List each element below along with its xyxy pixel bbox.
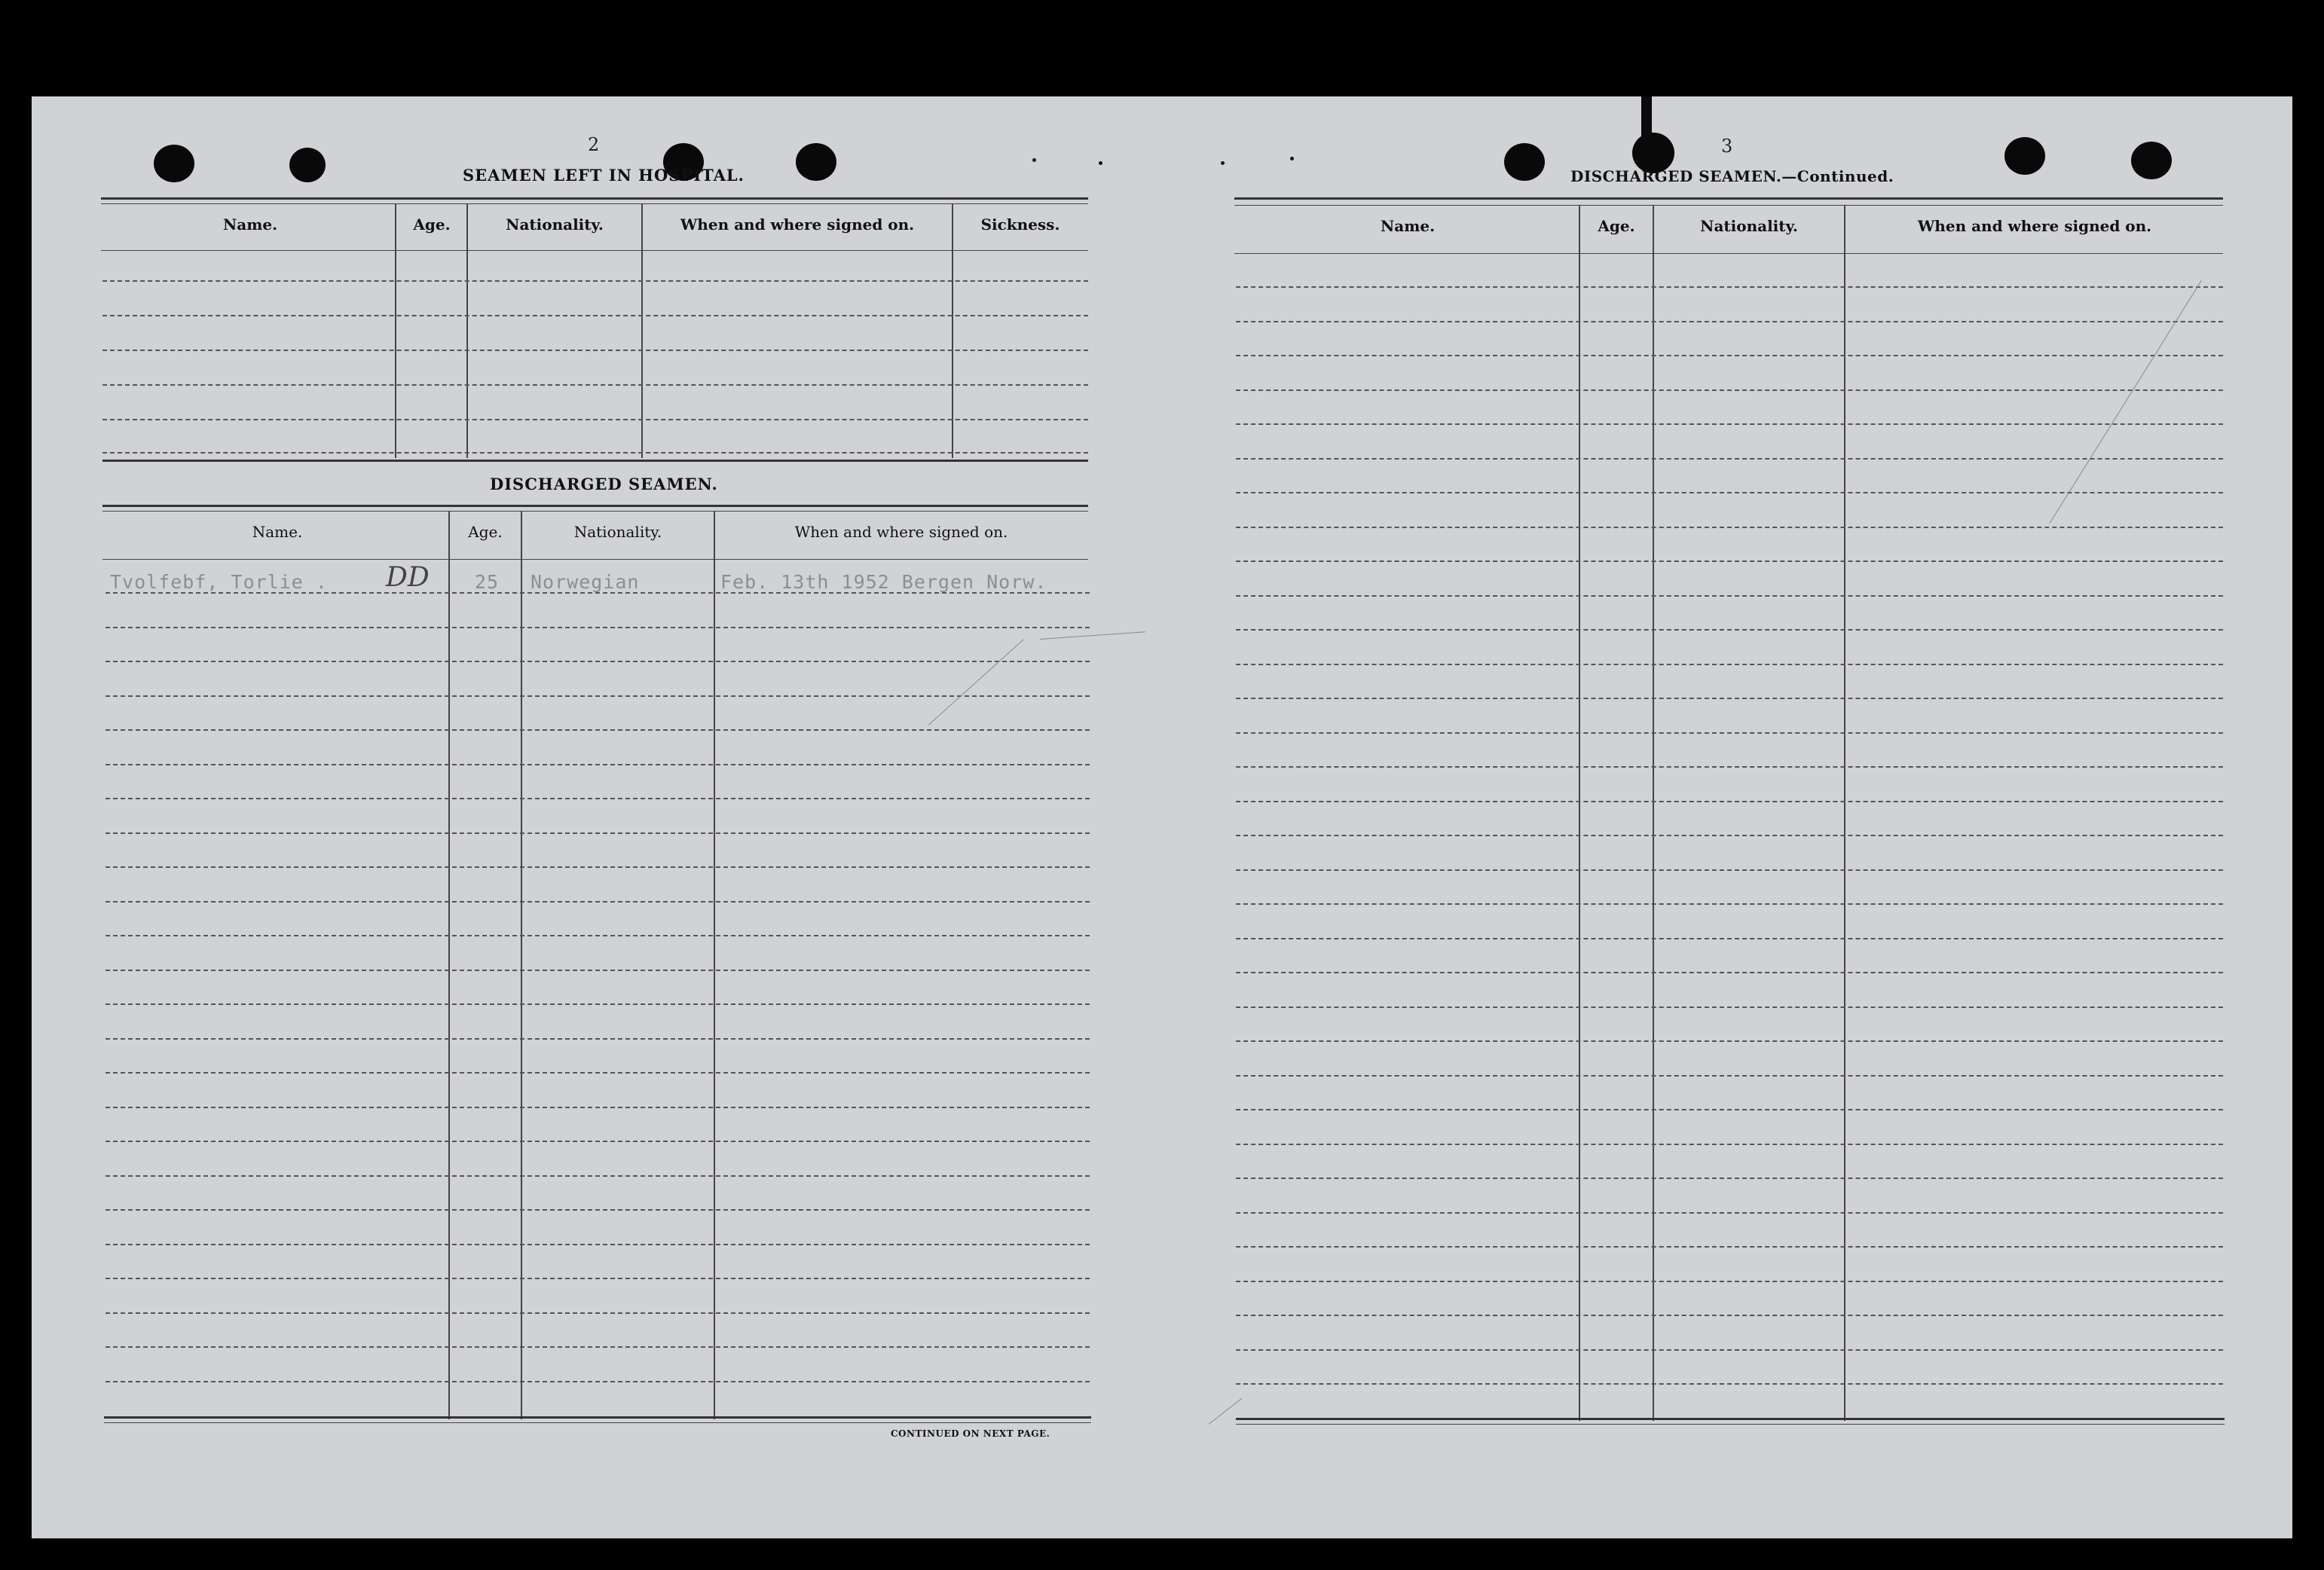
entry-line	[102, 384, 1088, 386]
entry-line	[1236, 1075, 2223, 1077]
entry-line	[1236, 1178, 2223, 1179]
right-header-age: Age.	[1598, 217, 1635, 235]
entry-line	[1236, 732, 2223, 734]
hospital-header-sickness: Sickness.	[980, 215, 1060, 234]
entry-line	[105, 1141, 1090, 1142]
column-divider	[448, 511, 450, 1419]
entry-line	[102, 452, 1088, 454]
entry-line	[105, 798, 1090, 799]
entry-line	[105, 1072, 1090, 1074]
speck	[1032, 158, 1036, 162]
entry-line	[105, 764, 1090, 765]
entry-line	[1236, 664, 2223, 665]
rule	[104, 1422, 1091, 1423]
entry-line	[105, 832, 1090, 834]
entry-line	[1236, 560, 2223, 562]
entry-line	[1236, 801, 2223, 802]
column-divider	[1653, 205, 1654, 1421]
entry-line	[1236, 938, 2223, 939]
entry-line	[105, 1003, 1090, 1005]
hospital-header-nationality: Nationality.	[506, 215, 604, 234]
entry-line	[105, 1381, 1090, 1382]
entry-line	[105, 970, 1090, 971]
punch-hole	[289, 148, 326, 182]
hospital-header-signed-on: When and where signed on.	[680, 215, 915, 234]
entry-line	[1236, 1040, 2223, 1042]
discharged-section-title: DISCHARGED SEAMEN.	[490, 475, 718, 493]
column-divider	[714, 511, 715, 1419]
entry-line	[1236, 527, 2223, 528]
discharged-header-age: Age.	[468, 523, 503, 541]
rule	[101, 203, 1088, 204]
entry-line	[105, 592, 1090, 594]
entry-line	[102, 350, 1088, 351]
entry-line	[105, 1346, 1090, 1348]
entry-line	[105, 1278, 1090, 1279]
rule	[1234, 253, 2223, 254]
rule	[104, 1416, 1091, 1419]
hospital-header-name: Name.	[222, 215, 278, 234]
punch-hole	[154, 145, 194, 182]
column-divider	[1844, 205, 1845, 1421]
entry-line	[1236, 423, 2223, 425]
page-number-right: 3	[1721, 136, 1733, 157]
rule	[102, 511, 1088, 512]
entry-line	[1236, 1383, 2223, 1385]
entry-line	[105, 627, 1090, 628]
entry-line	[1236, 972, 2223, 973]
entry-line	[102, 315, 1088, 316]
entry-line	[1236, 629, 2223, 631]
entry-line	[1236, 1144, 2223, 1145]
hospital-section-title: SEAMEN LEFT IN HOSPITAL.	[463, 166, 745, 185]
continued-footer: CONTINUED ON NEXT PAGE.	[891, 1428, 1050, 1439]
entry-age: 25	[475, 571, 500, 593]
entry-line	[1236, 869, 2223, 871]
punch-hole	[1504, 143, 1545, 181]
entry-line	[1236, 903, 2223, 905]
right-header-name: Name.	[1380, 217, 1436, 235]
entry-line	[105, 1209, 1090, 1211]
entry-line	[102, 280, 1088, 282]
entry-line	[1236, 595, 2223, 597]
right-header-nationality: Nationality.	[1700, 217, 1798, 235]
entry-initials: DD	[386, 562, 430, 593]
entry-line	[1236, 1006, 2223, 1008]
column-divider	[1579, 205, 1580, 1421]
entry-line	[105, 729, 1090, 731]
entry-line	[105, 901, 1090, 903]
binding-mark	[1641, 96, 1652, 142]
speck	[1099, 161, 1102, 165]
entry-line	[105, 866, 1090, 868]
discharged-header-nationality: Nationality.	[573, 523, 662, 541]
entry-line	[105, 695, 1090, 697]
speck	[1221, 161, 1225, 165]
rule	[102, 559, 1088, 560]
entry-line	[1236, 321, 2223, 322]
entry-line	[1236, 492, 2223, 493]
entry-line	[105, 1244, 1090, 1245]
right-header-signed-on: When and where signed on.	[1917, 217, 2152, 235]
rule	[1234, 205, 2223, 206]
entry-line	[1236, 1212, 2223, 1214]
discharged-header-name: Name.	[252, 523, 303, 541]
entry-line	[1236, 1281, 2223, 1282]
entry-line	[105, 1312, 1090, 1314]
entry-line	[1236, 355, 2223, 356]
right-page-title: DISCHARGED SEAMEN.—Continued.	[1570, 167, 1894, 185]
rule	[101, 250, 1088, 251]
discharged-header-signed-on: When and where signed on.	[794, 523, 1008, 541]
hospital-header-age: Age.	[413, 215, 451, 234]
entry-line	[105, 661, 1090, 662]
entry-line	[105, 1038, 1090, 1040]
speck	[1290, 157, 1294, 160]
entry-signed-on: Feb. 13th 1952 Bergen Norw.	[720, 571, 1047, 593]
punch-hole	[2004, 137, 2045, 175]
page-number-left: 2	[588, 134, 600, 155]
punch-hole	[2131, 142, 2172, 179]
entry-line	[1236, 835, 2223, 836]
rule	[1236, 1418, 2225, 1420]
entry-line	[1236, 766, 2223, 768]
rule	[1234, 197, 2223, 200]
entry-line	[105, 1175, 1090, 1177]
rule	[101, 197, 1088, 200]
column-divider	[521, 511, 522, 1419]
entry-nationality: Norwegian	[531, 571, 640, 593]
entry-line	[1236, 1349, 2223, 1351]
entry-line	[1236, 1315, 2223, 1316]
entry-name: Tvolfebf, Torlie .	[110, 571, 328, 593]
entry-line	[1236, 698, 2223, 699]
entry-line	[1236, 458, 2223, 460]
entry-line	[105, 1107, 1090, 1108]
entry-line	[1236, 389, 2223, 391]
document-sheet	[32, 96, 2292, 1538]
rule	[102, 505, 1088, 507]
entry-line	[1236, 1246, 2223, 1248]
rule	[1236, 1424, 2225, 1425]
entry-line	[102, 419, 1088, 420]
entry-line	[1236, 1109, 2223, 1110]
entry-line	[105, 935, 1090, 936]
entry-line	[1236, 286, 2223, 288]
punch-hole	[796, 143, 836, 181]
rule	[102, 460, 1088, 462]
